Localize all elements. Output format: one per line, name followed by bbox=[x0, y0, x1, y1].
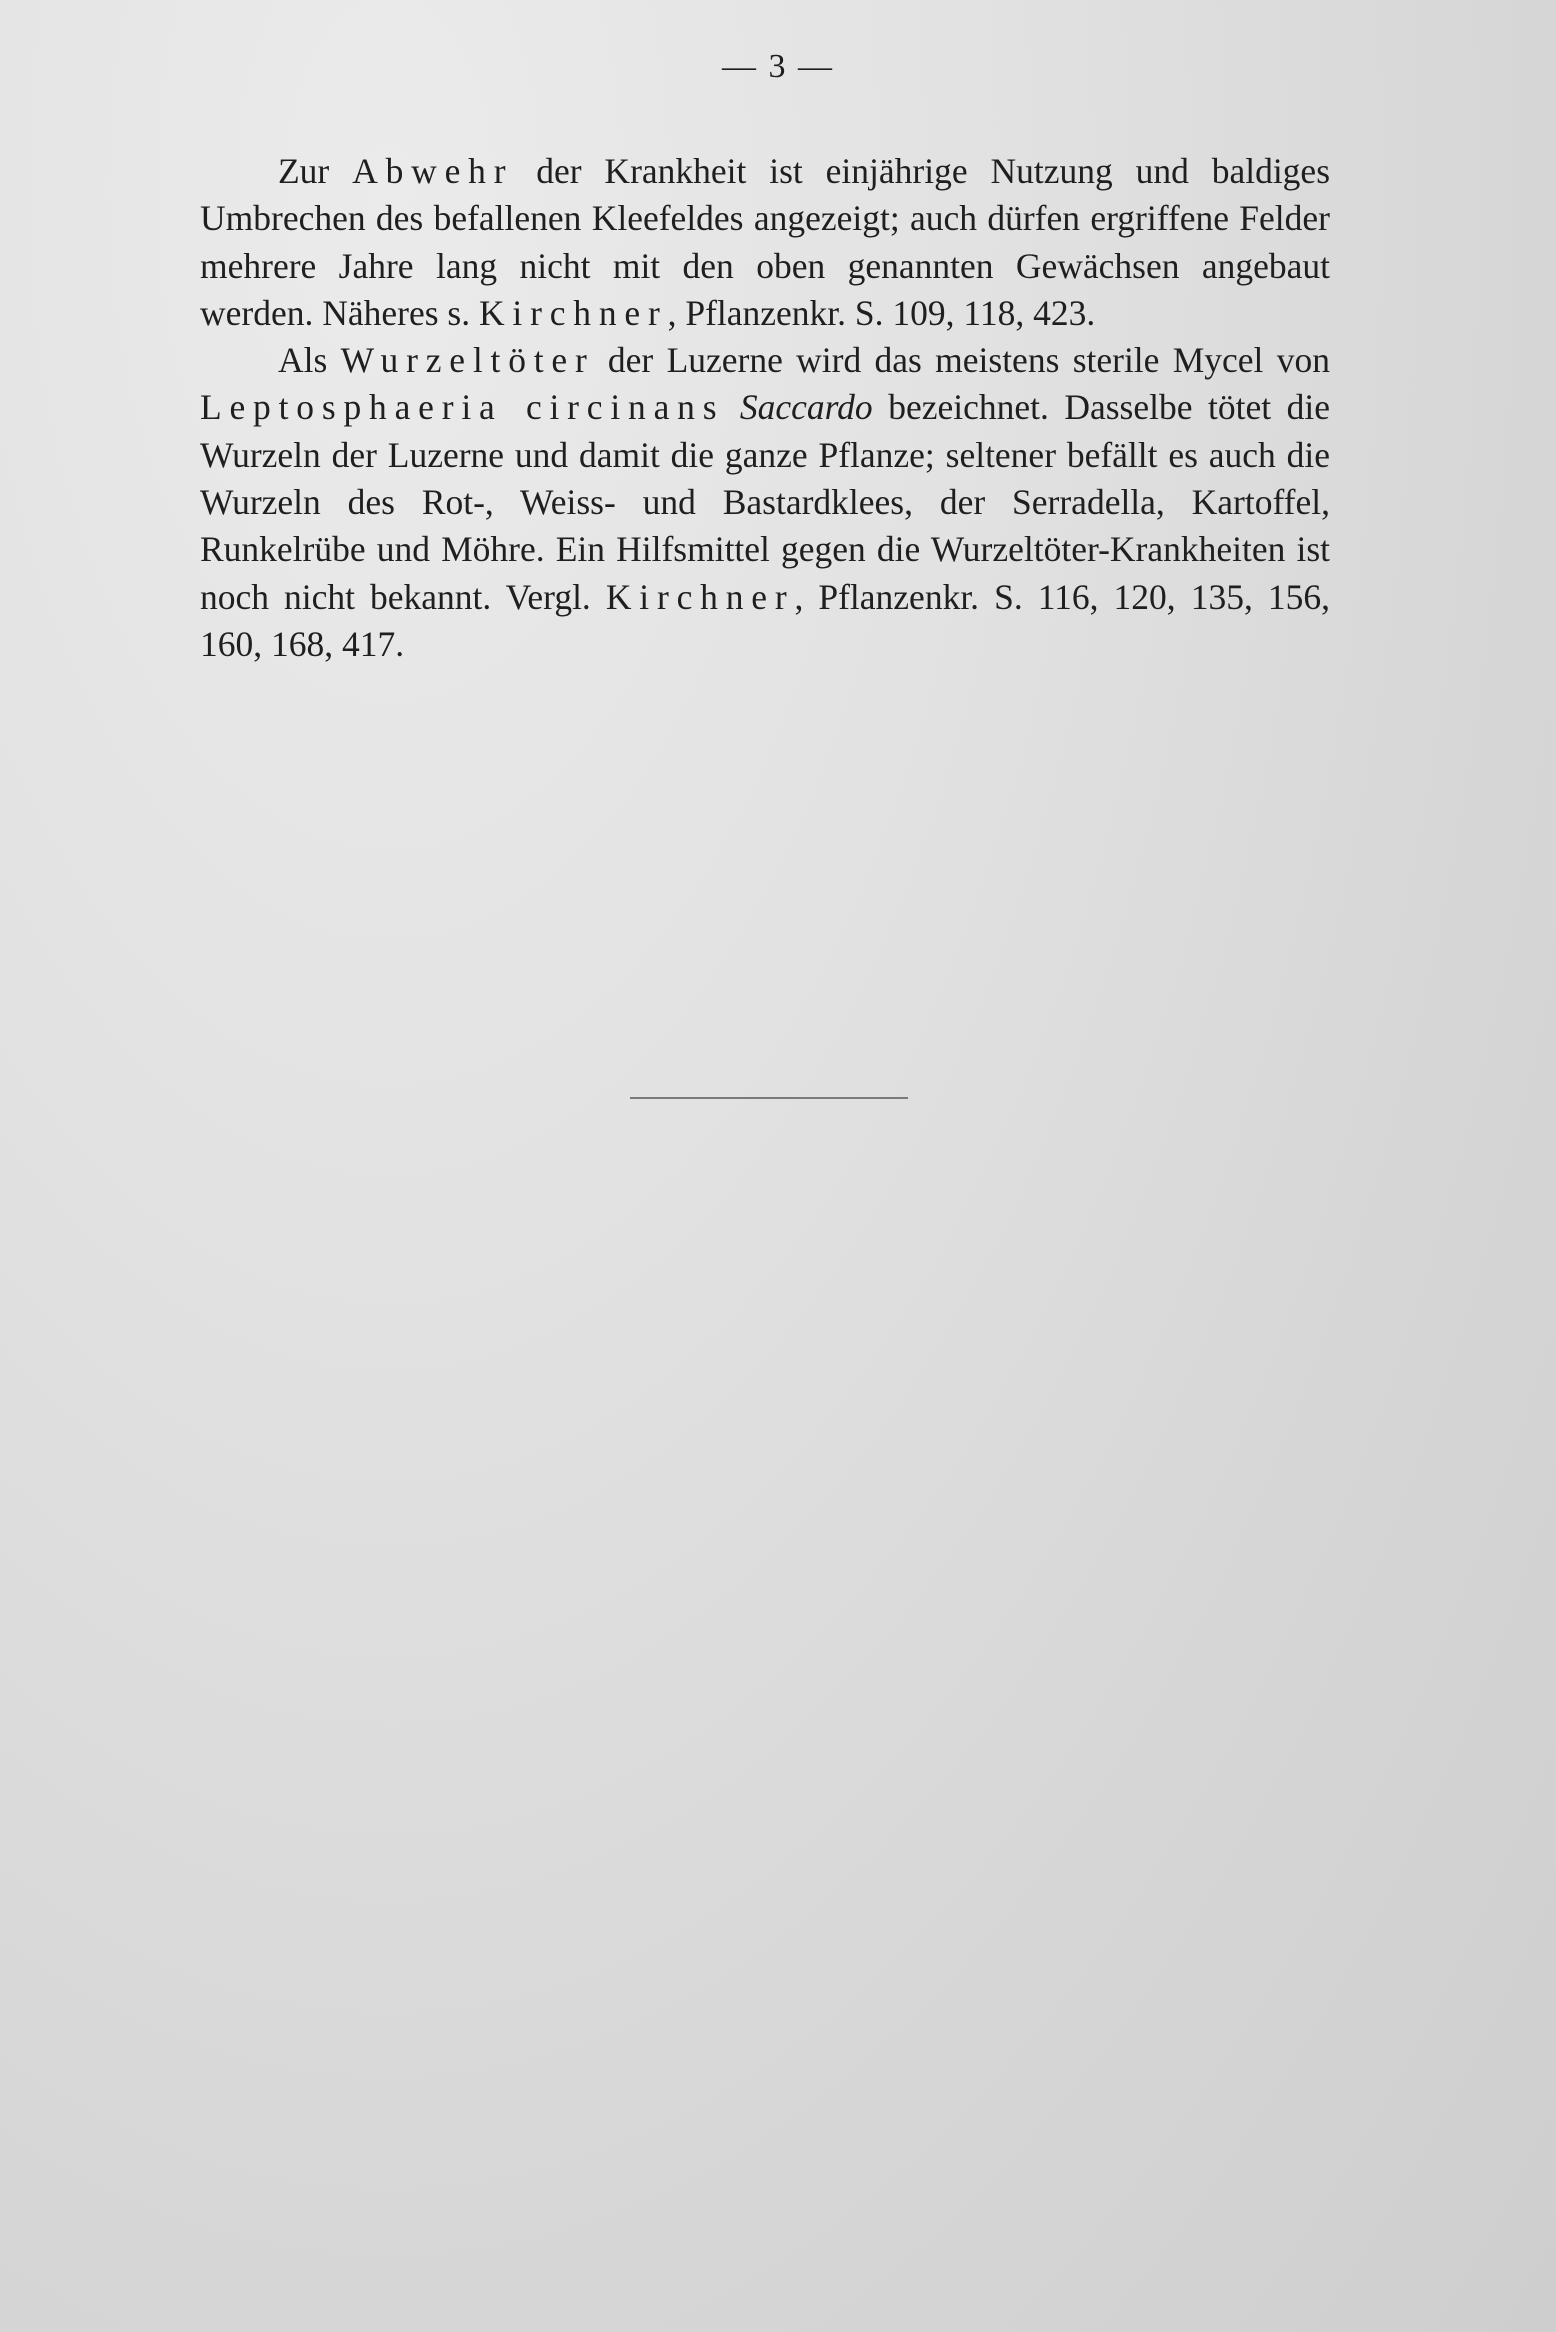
p2-species-name: Leptosphaeria circinans bbox=[200, 387, 725, 428]
p2-text-5: , Pflanzenkr. S. 116, 120, 135, 156, 160, 168, 417. bbox=[200, 576, 1330, 664]
body-text bbox=[200, 148, 1330, 668]
p2-emphasis-wurzeltoeter: Wurzeltöter bbox=[340, 340, 595, 381]
p1-author-kirchner: Kirchner bbox=[478, 292, 668, 333]
paragraph-wurzeltoeter bbox=[200, 337, 1330, 668]
p2-author-kirchner: Kirchner bbox=[605, 576, 795, 617]
p2-text-3 bbox=[724, 387, 740, 427]
paragraph-abwehr bbox=[200, 148, 1330, 337]
p1-text-1: Zur bbox=[278, 151, 353, 191]
p2-text-2: der Luzerne wird das meistens sterile Mycel von bbox=[594, 340, 1330, 381]
p1-text-3: , Pflanzenkr. S. 109, 118, 423. bbox=[667, 292, 1096, 333]
p2-author-saccardo: Saccardo bbox=[739, 387, 873, 428]
p1-text-2: der Krankheit ist einjährige Nutzung und baldiges Umbrechen des befallenen Kleefeldes angezeigt; auch dürfen ergriffene Felder mehrere Jahre lang nicht mit den oben genannten Gewächsen angebaut werden. Näheres s. bbox=[200, 151, 1331, 333]
p1-emphasis-abwehr: Abwehr bbox=[352, 151, 514, 191]
p2-text-4: bezeichnet. Dasselbe tötet die Wurzeln der Luzerne und damit die ganze Pflanze; seltener befällt es auch die Wurzeln des Rot-, Weiss- und Bastardklees, der Serradella, Kartoffel, Runkelrübe und Möhre. Ein Hilfsmittel gegen die Wurzeltöter-Krankheiten ist noch nicht bekannt. Vergl. bbox=[200, 387, 1331, 617]
section-divider-rule bbox=[630, 1097, 908, 1099]
page-number: — 3 — bbox=[722, 48, 834, 85]
p2-text-1: Als bbox=[278, 340, 341, 381]
